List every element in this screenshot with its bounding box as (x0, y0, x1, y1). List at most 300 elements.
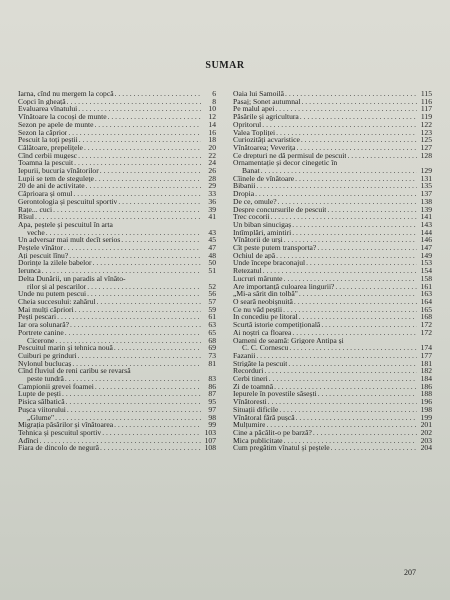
toc-entry (233, 352, 432, 360)
toc-entry-page: 99 (208, 420, 216, 430)
toc-entry (233, 98, 432, 106)
toc-entry (233, 437, 432, 445)
toc-entry-page: 10 (208, 104, 216, 114)
dot-leader (102, 429, 201, 437)
toc-entry (18, 221, 216, 229)
toc-entry-page: 122 (420, 119, 432, 129)
toc-entry (18, 414, 216, 422)
toc-entry (233, 236, 432, 244)
toc-entry (233, 360, 432, 368)
toc-entry-title: Cuiburi pe grinduri (18, 351, 77, 360)
toc-entry (18, 352, 216, 360)
toc-entry-title: Cum pregătim vînatul și peștele (233, 444, 330, 453)
dot-leader (299, 313, 417, 321)
dot-leader (299, 290, 417, 298)
toc-entry-title: Ai noștri ca floarea (233, 328, 292, 337)
toc-entry-page: 147 (420, 243, 432, 253)
toc-entry-page: 14 (208, 119, 216, 129)
toc-entry-title: O seară neobișnuită (233, 297, 293, 306)
toc-entry (233, 206, 432, 214)
toc-entry-title: Recorduri (233, 367, 264, 376)
toc-entry-title: Pisica sălbatică (18, 398, 65, 406)
dot-leader (289, 344, 417, 352)
toc-entry-page: 144 (420, 227, 432, 237)
toc-entry-page: 141 (420, 212, 432, 222)
toc-entry-page: 172 (420, 320, 432, 330)
toc-entry-title: Dropia (233, 190, 255, 198)
dot-leader (67, 406, 201, 414)
toc-entry-title: Strigăte la pescuit (233, 359, 288, 368)
toc-entry-title: Pe malul apei (233, 105, 275, 114)
toc-entry (233, 152, 432, 160)
toc-entry-title: Mai mulți căpriori (18, 305, 74, 314)
toc-entry (233, 167, 432, 175)
toc-entry (18, 121, 216, 129)
toc-entry-page: 68 (208, 335, 216, 345)
dot-leader (62, 390, 201, 398)
toc-entry-page: 186 (420, 381, 432, 391)
toc-entry (18, 182, 216, 190)
toc-entry (233, 375, 432, 383)
toc-entry (233, 90, 432, 98)
toc-entry (18, 421, 216, 429)
toc-entry-page: 61 (208, 312, 216, 322)
toc-entry-title: Dorințe la zilele babelor (18, 259, 92, 268)
dot-leader (283, 306, 417, 314)
toc-entry-title: Cicerone (27, 336, 55, 345)
toc-entry-title: Unde începe braconajul (233, 259, 306, 268)
toc-entry-title: Intîmplări, amintiri (233, 228, 292, 237)
toc-entry (233, 406, 432, 414)
toc-entry (233, 244, 432, 252)
dot-leader (288, 360, 417, 368)
toc-entry-page: 57 (208, 296, 216, 306)
toc-entry-page: 123 (420, 127, 432, 137)
dot-leader (313, 429, 417, 437)
dot-leader (86, 182, 201, 190)
toc-entry-page: 203 (420, 435, 432, 445)
dot-leader (275, 105, 417, 113)
dot-leader (73, 190, 201, 198)
toc-entry-title: Iar ora solunară? (18, 321, 70, 329)
toc-entry (233, 267, 432, 275)
dot-leader (65, 329, 201, 337)
dot-leader (66, 398, 201, 406)
toc-entry (233, 259, 432, 267)
dot-leader (55, 414, 201, 422)
toc-entry (18, 321, 216, 329)
toc-entry (18, 375, 216, 383)
toc-entry-title: Portrete canine (18, 328, 64, 337)
toc-entry-page: 137 (420, 189, 432, 199)
toc-entry (233, 390, 432, 398)
dot-leader (261, 167, 417, 175)
toc-entry-page: 18 (208, 135, 216, 145)
toc-entry-title: Sezon pe apele de munte (18, 120, 94, 129)
toc-entry (233, 298, 432, 306)
toc-entry (233, 444, 432, 452)
toc-entry-title: Ornamentațiе și decor cinegetic în (233, 159, 338, 168)
dot-leader (284, 275, 417, 283)
dot-leader (300, 113, 417, 121)
toc-entry-page: 163 (420, 289, 432, 299)
toc-entry-title: Campionii grevei foamei (18, 382, 94, 391)
dot-leader (268, 398, 417, 406)
toc-entry-page: 143 (420, 219, 432, 229)
toc-entry-title: Pești pescari (18, 313, 57, 322)
toc-entry (18, 144, 216, 152)
toc-entry-title: Sezon la căprior (18, 128, 68, 137)
toc-entry (233, 198, 432, 206)
toc-entry-title: Rîsul (18, 213, 35, 221)
toc-entry (233, 229, 432, 237)
toc-entry-title: Apa, peștele și pescuitul în arta (18, 220, 113, 229)
dot-leader (292, 329, 417, 337)
toc-entry-title: Cîinele de vînătoare (233, 174, 295, 183)
toc-entry (18, 90, 216, 98)
toc-entry-title: Vînătoarea; Veverița (233, 143, 296, 152)
toc-entry (18, 267, 216, 275)
toc-entry-title: Tehnica și pescuitul sportiv (18, 428, 102, 437)
toc-entry-page: 12 (208, 112, 216, 122)
toc-entry-title: In concediu pe litoral (233, 313, 298, 322)
toc-entry-page: 164 (420, 296, 432, 306)
dot-leader (306, 259, 417, 267)
dot-leader (285, 90, 417, 98)
toc-entry-page: 149 (420, 250, 432, 260)
dot-leader (68, 129, 201, 137)
toc-entry (233, 159, 432, 167)
dot-leader (78, 352, 201, 360)
toc-entry (18, 406, 216, 414)
dot-leader (256, 182, 417, 190)
toc-entry (18, 298, 216, 306)
toc-entry-page: 127 (420, 142, 432, 152)
toc-entry (18, 313, 216, 321)
toc-entry-page: 28 (208, 173, 216, 183)
toc-entry (233, 383, 432, 391)
toc-entry (18, 283, 216, 291)
toc-entry-title: 20 de ani de activitate (18, 182, 85, 191)
toc-entry-page: 63 (208, 320, 216, 330)
toc-entry (18, 383, 216, 391)
toc-entry (18, 129, 216, 137)
toc-entry (18, 398, 216, 406)
toc-entry-page: 196 (420, 397, 432, 407)
toc-entry (233, 344, 432, 352)
toc-entry (233, 421, 432, 429)
toc-entry-page: 47 (208, 243, 216, 253)
toc-entry (233, 213, 432, 221)
dot-leader (78, 152, 201, 160)
toc-entry (18, 275, 216, 283)
toc-entry-title: Ochiul de apă (233, 251, 276, 260)
toc-entry (18, 244, 216, 252)
dot-leader (278, 198, 417, 206)
dot-leader (296, 414, 417, 422)
toc-entry-title: Situații dificile (233, 405, 279, 414)
toc-entry (233, 329, 432, 337)
toc-entry-title: Retezatul (233, 267, 262, 275)
toc-entry-title: Pasaj; Sonet autumnal (233, 97, 301, 106)
dot-leader (108, 113, 201, 121)
toc-entry-title: rilor și al pescarilor (27, 282, 87, 291)
toc-entry (18, 136, 216, 144)
toc-entry-title: Mulțumire (233, 421, 266, 429)
toc-entry-page: 103 (204, 427, 216, 437)
dot-leader (79, 136, 201, 144)
toc-entry-page: 29 (208, 181, 216, 191)
toc-entry-page: 131 (420, 173, 432, 183)
toc-entry-page: 95 (208, 397, 216, 407)
toc-entry-title: Pescuit la toți peștii (18, 136, 78, 144)
toc-entry-page: 50 (208, 258, 216, 268)
dot-leader (264, 367, 417, 375)
toc-entry-page: 107 (204, 435, 216, 445)
toc-entry-title: Ce nu văd peștii (233, 305, 283, 314)
dot-leader (262, 121, 417, 129)
toc-entry-page: 83 (208, 374, 216, 384)
toc-entry (18, 290, 216, 298)
toc-entry (233, 129, 432, 137)
toc-entry-page: 128 (420, 150, 432, 160)
toc-entry-page: 138 (420, 196, 432, 206)
toc-entry-page: 117 (420, 104, 432, 114)
toc-entry-page: 182 (420, 366, 432, 376)
toc-entry (18, 259, 216, 267)
toc-entry-title: Zi de toamnă (233, 382, 274, 391)
toc-entry-title: Lucruri mărunte (233, 274, 283, 283)
toc-entry-page: 158 (420, 273, 432, 283)
toc-entry-page: 22 (208, 150, 216, 160)
toc-entry (233, 283, 432, 291)
dot-leader (55, 337, 201, 345)
toc-entry (18, 190, 216, 198)
toc-entry-title: Cît peste putem transporta? (233, 244, 317, 252)
toc-entry-title: Ați pescuit lînu? (18, 251, 69, 260)
toc-entry (18, 175, 216, 183)
toc-entry (18, 344, 216, 352)
dot-leader (279, 406, 417, 414)
dot-leader (327, 206, 417, 214)
dot-leader (64, 244, 201, 252)
toc-entry-page: 36 (208, 196, 216, 206)
toc-entry-title: Călătoare, prepelițele (18, 143, 83, 152)
toc-entry-page: 115 (420, 89, 432, 98)
toc-entry (18, 444, 216, 452)
toc-entry-page: 41 (208, 212, 216, 222)
toc-entry-page: 48 (208, 250, 216, 260)
toc-entry-page: 201 (420, 420, 432, 430)
toc-entry-page: 51 (208, 266, 216, 276)
toc-entry-title: Gerontologia și pescuitul sportiv (18, 197, 118, 206)
toc-entry (18, 105, 216, 113)
dot-leader (121, 236, 201, 244)
toc-entry (233, 313, 432, 321)
toc-entry (18, 206, 216, 214)
toc-entry-title: Lupii se tem de steguleţe (18, 174, 94, 183)
toc-entry-page: 24 (208, 158, 216, 168)
dot-leader (114, 344, 201, 352)
toc-entry-title: Ieruncа (18, 267, 41, 275)
toc-entry (233, 306, 432, 314)
toc-entry-page: 198 (420, 404, 432, 414)
toc-entry (233, 290, 432, 298)
toc-entry (18, 360, 216, 368)
toc-entry-page: 116 (420, 96, 432, 106)
dot-leader (87, 283, 201, 291)
toc-entry (233, 121, 432, 129)
toc-entry-page: 125 (420, 135, 432, 145)
toc-entry (18, 213, 216, 221)
toc-entry-title: Vînătoral fără pușcă (233, 413, 295, 422)
toc-entry-page: 119 (420, 112, 432, 122)
toc-entry-title: Iepurii, bucuria vînătorilor (18, 167, 99, 175)
dot-leader (301, 136, 417, 144)
toc-entry (18, 236, 216, 244)
dot-leader (75, 306, 201, 314)
toc-entry (18, 252, 216, 260)
toc-entry-title: Ce drepturi ne dă permisul de pescuit (233, 151, 347, 160)
dot-leader (296, 144, 417, 152)
toc-entry-page: 154 (420, 266, 432, 276)
dot-leader (331, 444, 417, 452)
toc-entry-title: Migrația păsărilor și vînătoarea (18, 421, 114, 429)
toc-entry-title: Curiozități acvaristice (233, 136, 300, 144)
toc-entry-page: 16 (208, 127, 216, 137)
toc-entry-title: Păsările și agricultura (233, 113, 299, 121)
toc-entry (18, 367, 216, 375)
toc-entry-page: 69 (208, 343, 216, 353)
toc-column-left (18, 90, 216, 452)
dot-leader (302, 98, 418, 106)
toc-entry-title: Toamna la pescuit (18, 159, 74, 168)
toc-entry (18, 229, 216, 237)
dot-leader (40, 437, 201, 445)
toc-entry-title: Pescuitul marin și tehnica nouă (18, 344, 113, 352)
toc-entry (233, 136, 432, 144)
toc-entry (233, 414, 432, 422)
toc-entry-title: Vînătoresti (233, 398, 267, 406)
dot-leader (115, 90, 201, 98)
toc-entry-page: 52 (208, 281, 216, 291)
dot-leader (276, 129, 417, 137)
toc-entry (18, 198, 216, 206)
toc-entry-page: 204 (420, 443, 432, 453)
toc-entry-page: 202 (420, 427, 432, 437)
toc-entry-title: Cheia succesului: zahărul (18, 297, 96, 306)
toc-entry (233, 367, 432, 375)
dot-leader (294, 298, 417, 306)
toc-entry (18, 429, 216, 437)
toc-entry-title: Peștele vînător (18, 244, 63, 252)
toc-entry-page: 86 (208, 381, 216, 391)
toc-entry-title: Valea Topliței (233, 128, 276, 137)
toc-entry-title: Un adversar mai mult decît serios (18, 236, 121, 245)
toc-entry (233, 252, 432, 260)
toc-entry-page: 73 (208, 350, 216, 360)
dot-leader (284, 437, 417, 445)
toc-entry-title: Cînd fluviul de reni caribu se revarsă (18, 367, 131, 376)
toc-entry (18, 167, 216, 175)
dot-leader (263, 267, 417, 275)
page-number: 207 (404, 568, 416, 577)
dot-leader (317, 244, 417, 252)
dot-leader (321, 321, 417, 329)
toc-entry (233, 175, 432, 183)
toc-entry-page: 108 (204, 443, 216, 453)
toc-entry-title: Evaluarea vînatului (18, 105, 78, 114)
toc-entry-title: Vînătorii de urși (233, 236, 283, 245)
toc-entry-title: Adînci (18, 436, 39, 445)
toc-entry-title: Fazanii (233, 351, 256, 360)
dot-leader (93, 259, 201, 267)
toc-entry-page: 33 (208, 189, 216, 199)
dot-leader (118, 198, 201, 206)
dot-leader (276, 252, 417, 260)
dot-leader (318, 390, 417, 398)
toc-entry-page: 56 (208, 289, 216, 299)
dot-leader (271, 213, 417, 221)
dot-leader (95, 175, 201, 183)
toc-entry-page: 59 (208, 304, 216, 314)
toc-entry (18, 113, 216, 121)
dot-leader (114, 421, 201, 429)
toc-entry (18, 306, 216, 314)
dot-leader (74, 159, 201, 167)
toc-entry-page: 177 (420, 350, 432, 360)
toc-entry-title: Scurtă istorie competițională (233, 321, 321, 329)
toc-entry-title: Căprioara și omul (18, 190, 73, 198)
toc-entry-page: 39 (208, 204, 216, 214)
toc-entry-page: 172 (420, 327, 432, 337)
toc-entry (18, 329, 216, 337)
toc-entry-title: De ce, omule? (233, 197, 277, 206)
dot-leader (295, 175, 417, 183)
toc-entry-page: 98 (208, 412, 216, 422)
dot-leader (269, 375, 417, 383)
toc-entry-page: 65 (208, 327, 216, 337)
toc-entry-title: Oaia lui Samoilă (233, 90, 285, 98)
toc-entry-page: 139 (420, 204, 432, 214)
toc-entry-page: 181 (420, 358, 432, 368)
dot-leader (35, 213, 201, 221)
toc-entry-title: C. C. Cornescu (242, 344, 289, 352)
toc-entry (233, 398, 432, 406)
toc-entry-title: Are importanță culoarea lingurii? (233, 282, 335, 291)
toc-entry (233, 144, 432, 152)
toc-entry (18, 152, 216, 160)
toc-entry-title: Iarna, cînd nu mergem la copcă (18, 90, 114, 98)
toc-entry-page: 45 (208, 235, 216, 245)
dot-leader (70, 321, 201, 329)
toc-entry (18, 390, 216, 398)
dot-leader (100, 444, 201, 452)
toc-entry-title: Trec cocorii (233, 213, 270, 221)
dot-leader (347, 152, 417, 160)
toc-entry (233, 337, 432, 345)
toc-entry-page: 43 (208, 227, 216, 237)
dot-leader (57, 313, 201, 321)
toc-entry-title: Opritorul (233, 120, 262, 129)
dot-leader (78, 105, 201, 113)
page-title: SUMAR (205, 60, 245, 71)
toc-entry-title: Cînd cerbii mugesc (18, 151, 78, 160)
dot-leader (284, 236, 417, 244)
toc-entry-title: Copci în gheață (18, 97, 66, 106)
dot-leader (53, 206, 201, 214)
toc-entry-page: 146 (420, 235, 432, 245)
